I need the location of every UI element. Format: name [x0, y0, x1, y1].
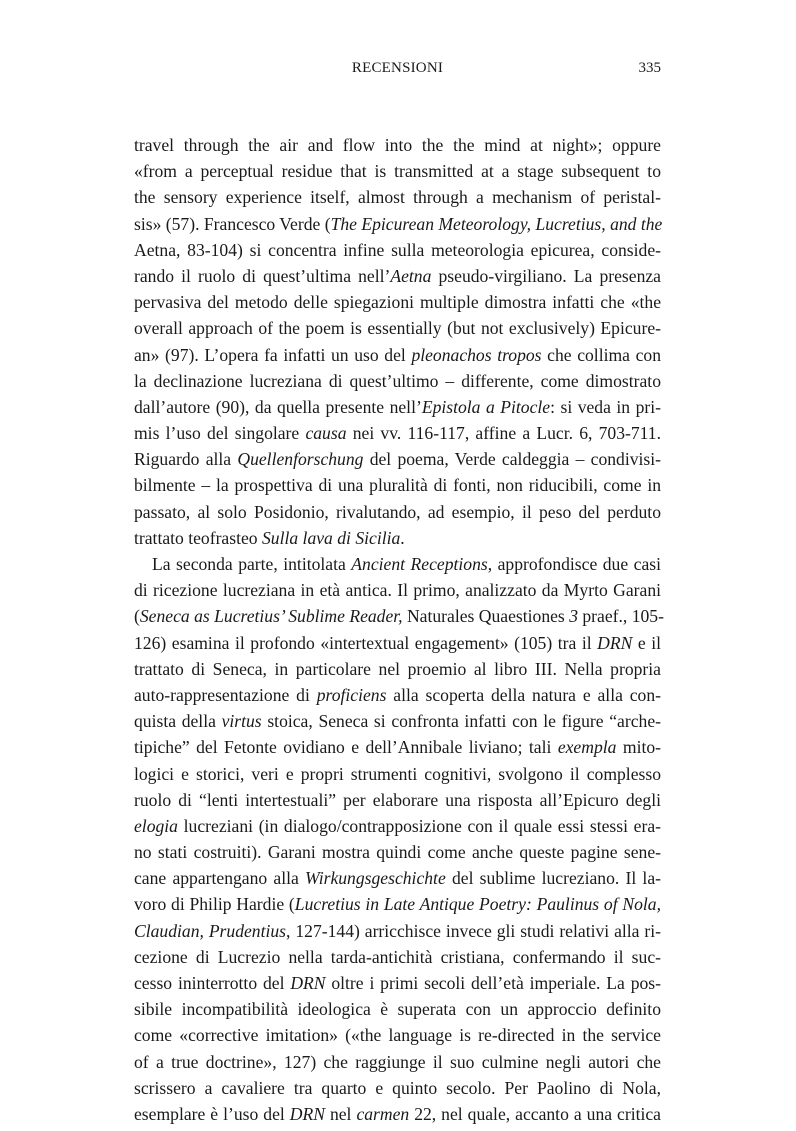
text-span: che collima con — [541, 344, 662, 365]
italic-span: Wirkungsgeschichte — [305, 868, 446, 889]
text-line — [134, 132, 661, 158]
text-span: mito- — [616, 737, 661, 758]
text-span: trattato di Seneca, in particolare nel proemio al libro III. Nella propria — [134, 658, 661, 679]
text-line — [134, 1075, 661, 1101]
text-line — [134, 603, 664, 629]
text-line — [134, 420, 661, 446]
text-span: cesso ininterrotto del — [134, 973, 291, 993]
text-span: 22, nel quale, accanto a una critica — [409, 1103, 661, 1124]
text-line — [134, 211, 661, 237]
text-line — [134, 1022, 661, 1048]
text-span: La seconda parte, intitolata — [152, 554, 352, 574]
italic-span: Aetna — [390, 265, 432, 286]
text-span: cezione di Lucrezio nella tarda-antichità cristiana, confermando il suc- — [134, 946, 661, 967]
text-span: di ricezione lucreziana in età antica. Il primo, analizzato da Myrto Garani — [134, 580, 661, 601]
text-span: nel — [324, 1103, 357, 1124]
text-line — [134, 918, 661, 944]
text-line — [134, 472, 661, 498]
text-span: ( — [134, 606, 140, 627]
text-line — [134, 368, 661, 394]
text-line — [134, 342, 661, 368]
text-line — [134, 394, 661, 420]
italic-span: Epistola a Pitocle — [421, 396, 551, 417]
text-span: dall’autore (90), da quella presente nell’ — [134, 396, 422, 417]
text-line — [134, 682, 661, 708]
text-line — [134, 551, 661, 577]
text-line — [134, 944, 661, 970]
italic-span: carmen — [356, 1103, 410, 1124]
text-line — [134, 263, 661, 289]
italic-span: DRN — [597, 632, 633, 653]
italic-span: DRN — [289, 1103, 325, 1124]
text-span: e il — [632, 632, 662, 653]
text-span: esemplare è l’uso del — [134, 1103, 290, 1124]
italic-span: 3 — [569, 606, 578, 627]
text-span: voro di Philip Hardie ( — [134, 894, 295, 915]
italic-span: elogia — [134, 815, 178, 836]
text-line — [134, 1049, 661, 1075]
text-span: del poema, Verde caldeggia – condivisi- — [363, 449, 661, 470]
text-line — [134, 787, 661, 813]
text-line — [134, 996, 661, 1022]
italic-span: exempla — [557, 737, 617, 758]
text-span: . — [400, 527, 405, 548]
text-span: stoica, Seneca si confronta infatti con le figure “arche- — [261, 711, 661, 732]
text-line — [134, 761, 661, 787]
text-line — [134, 813, 661, 839]
text-span: Aetna, 83-104) si concentra infine sulla meteorologia epicurea, conside- — [134, 239, 661, 260]
text-span: oltre i primi secoli dell’età imperiale. La pos- — [325, 973, 662, 993]
text-span: of a true doctrine», 127) che raggiunge il suo culmine negli autori che — [134, 1051, 661, 1072]
text-line — [134, 525, 661, 551]
text-span: the sensory experience itself, almost through a mechanism of peristal- — [134, 187, 661, 208]
text-span: nei vv. 116-117, affine a Lucr. 6, 703-711. — [346, 423, 662, 444]
text-span: : si veda in pri- — [550, 396, 661, 417]
text-span: alla scoperta della natura e alla con- — [386, 684, 661, 705]
text-line — [134, 970, 661, 996]
text-line — [134, 499, 661, 525]
text-span: quista della — [134, 711, 222, 732]
text-line — [134, 289, 661, 315]
text-line — [134, 839, 661, 865]
running-title: RECENSIONI — [351, 60, 444, 76]
text-span: scrissero a cavaliere tra quarto e quinto secolo. Per Paolino di Nola, — [134, 1077, 661, 1098]
italic-span: causa — [305, 423, 347, 444]
text-line — [134, 865, 661, 891]
text-span: passato, al solo Posidonio, rivalutando, ad esempio, il peso del perduto — [134, 501, 661, 522]
italic-span: Claudian, Prudentius — [134, 920, 287, 941]
text-span: cane appartengano alla — [134, 868, 306, 889]
italic-span: pleonachos tropos — [411, 344, 542, 365]
text-span: sibile incompatibilità ideologica è superata con un approccio definito — [134, 999, 661, 1020]
text-span: Naturales Quaestiones — [402, 606, 570, 627]
text-span: Riguardo alla — [134, 449, 238, 470]
text-line — [134, 734, 661, 760]
text-line — [134, 237, 661, 263]
italic-span: Seneca as Lucretius’ Sublime Reader, — [139, 606, 403, 627]
text-line — [134, 446, 661, 472]
text-span: an» (97). L’opera fa infatti un uso del — [134, 344, 412, 365]
italic-span: proficiens — [316, 684, 387, 705]
text-line — [134, 656, 661, 682]
text-span: auto-rappresentazione di — [134, 684, 317, 705]
italic-span: DRN — [290, 973, 326, 993]
text-span: del sublime lucreziano. Il la- — [445, 868, 661, 889]
text-span: pervasiva del metodo delle spiegazioni multiple dimostra infatti che «the — [134, 292, 661, 313]
text-span: , approfondisce due casi — [487, 554, 662, 574]
text-span: travel through the air and flow into the the mind at night»; oppure — [134, 135, 661, 155]
text-span: logici e storici, veri e propri strumenti cognitivi, svolgono il complesso — [134, 763, 661, 784]
text-span: come «corrective imitation» («the language is re-directed in the service — [134, 1025, 661, 1046]
italic-span: Quellenforschung — [237, 449, 364, 470]
text-line — [134, 708, 661, 734]
text-span: overall approach of the poem is essentially (but not exclusively) Epicure- — [134, 318, 661, 339]
text-span: bilmente – la prospettiva di una pluralità di fonti, non riducibili, come in — [134, 475, 661, 496]
text-span: trattato teofrasteo — [134, 527, 262, 548]
text-line — [134, 184, 661, 210]
text-span: lucreziani (in dialogo/contrapposizione con il quale essi stessi era- — [177, 815, 661, 836]
text-span: la declinazione lucreziana di quest’ultimo – differente, come dimostrato — [134, 370, 661, 391]
text-line — [134, 158, 661, 184]
text-line — [134, 577, 661, 603]
page-number: 335 — [638, 60, 661, 76]
italic-span: The Epicurean Meteorology, Lucretius, and the — [330, 213, 663, 234]
text-line — [134, 630, 661, 656]
text-span: , 127-144) arricchisce invece gli studi relativi alla ri- — [286, 920, 661, 941]
text-line — [134, 1101, 661, 1127]
text-span: 126) esamina il profondo «intertextual engagement» (105) tra il — [134, 632, 598, 653]
italic-span: virtus — [221, 711, 262, 732]
text-span: «from a perceptual residue that is transmitted at a stage subsequent to — [134, 161, 661, 182]
text-span: sis» (57). Francesco Verde ( — [134, 213, 331, 234]
italic-span: Sulla lava di Sicilia — [261, 527, 401, 548]
text-span: pseudo-virgiliano. La presenza — [431, 265, 661, 286]
body-text — [134, 132, 664, 1127]
text-span: mis l’uso del singolare — [134, 423, 306, 444]
text-span: no stati costruiti). Garani mostra quindi come anche queste pagine sene- — [134, 842, 661, 863]
text-span: ruolo di “lenti intertestuali” per elaborare una risposta all’Epicuro degli — [134, 789, 661, 810]
text-span: praef., 105- — [577, 606, 664, 627]
running-header — [134, 58, 661, 78]
text-span: tipiche” del Fetonte ovidiano e dell’Annibale liviano; tali — [134, 737, 558, 758]
text-line — [134, 891, 661, 917]
text-line — [134, 315, 661, 341]
text-span: rando il ruolo di quest’ultima nell’ — [134, 265, 391, 286]
italic-span: Lucretius in Late Antique Poetry: Paulinus of Nola, — [294, 894, 661, 915]
italic-span: Ancient Receptions — [351, 554, 488, 574]
